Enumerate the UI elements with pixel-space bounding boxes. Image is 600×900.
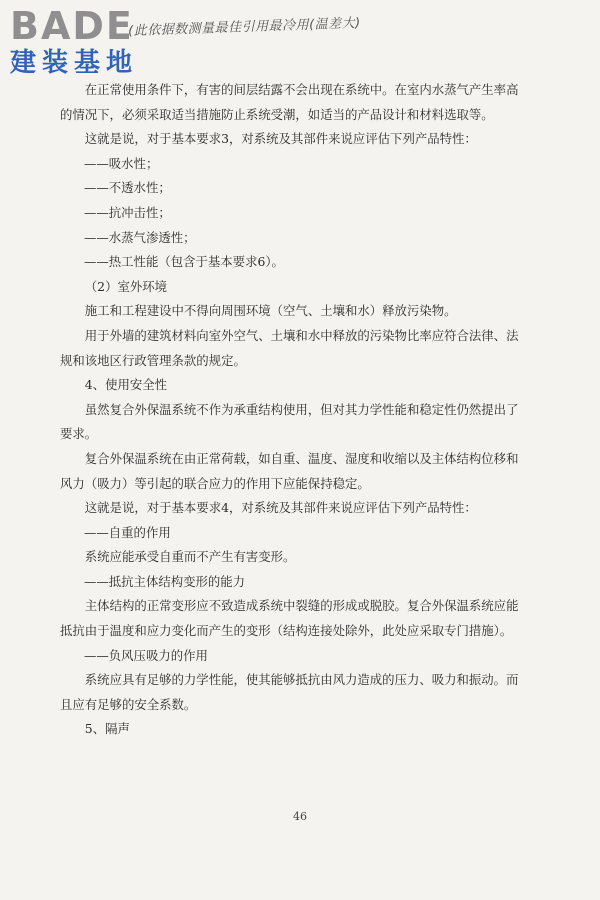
paragraph: 虽然复合外保温系统不作为承重结构使用，但对其力学性能和稳定性仍然提出了要求。 [60,401,519,442]
page-number: 46 [293,810,307,823]
list-item: ——抵抗主体结构变形的能力 [84,573,246,589]
list-item: ——水蒸气渗透性； [84,229,196,245]
list-item: ——抗冲击性； [84,204,171,220]
paragraph: 4、使用安全性 [84,377,168,393]
handwritten-note: (此依据数测量最佳引用最冷用(温差大) [127,15,361,40]
list-item: ——吸水性； [84,155,159,171]
paragraph: （2）室外环境 [84,278,168,294]
brand-logo [10,6,175,78]
paragraph: 这就是说，对于基本要求3，对系统及其部件来说应评估下列产品特性： [84,131,477,147]
paragraph: 复合外保温系统在由正常荷载，如自重、温度、湿度和收缩以及主体结构位移和风力（吸力）等引起的联合应力的作用下应能保持稳定。 [60,450,519,491]
paragraph: 5、隔声 [84,721,130,737]
paragraph: 用于外墙的建筑材料向室外空气、土壤和水中释放的污染物比率应符合法律、法规和该地区行政管理条款的规定。 [60,327,519,368]
list-item: ——自重的作用 [84,524,171,540]
list-item: ——热工性能（包含于基本要求6）。 [84,254,284,270]
list-item: ——负风压吸力的作用 [84,647,208,663]
paragraph: 施工和工程建设中不得向周围环境（空气、土壤和水）释放污染物。 [84,303,457,319]
list-item: ——不透水性； [84,180,171,196]
paragraph: 主体结构的正常变形应不致造成系统中裂缝的形成或脱胶。复合外保温系统应能抵抗由于温度和应力变化而产生的变形（结构连接处除外，此处应采取专门措施）。 [60,598,519,639]
paragraph: 这就是说，对于基本要求4，对系统及其部件来说应评估下列产品特性： [84,500,477,516]
paragraph: 系统应能承受自重而不产生有害变形。 [84,549,296,565]
logo-text-cn: 建装基地 [10,48,139,78]
document-body [60,78,530,742]
logo-text-en: BADE [10,4,134,48]
paragraph: 在正常使用条件下，有害的间层结露不会出现在系统中。在室内水蒸气产生率高的情况下，必须采取适当措施防止系统受潮，如适当的产品设计和材料选取等。 [60,82,519,122]
paragraph: 系统应具有足够的力学性能，使其能够抵抗由风力造成的压力、吸力和振动。而且应有足够的安全系数。 [60,672,519,712]
